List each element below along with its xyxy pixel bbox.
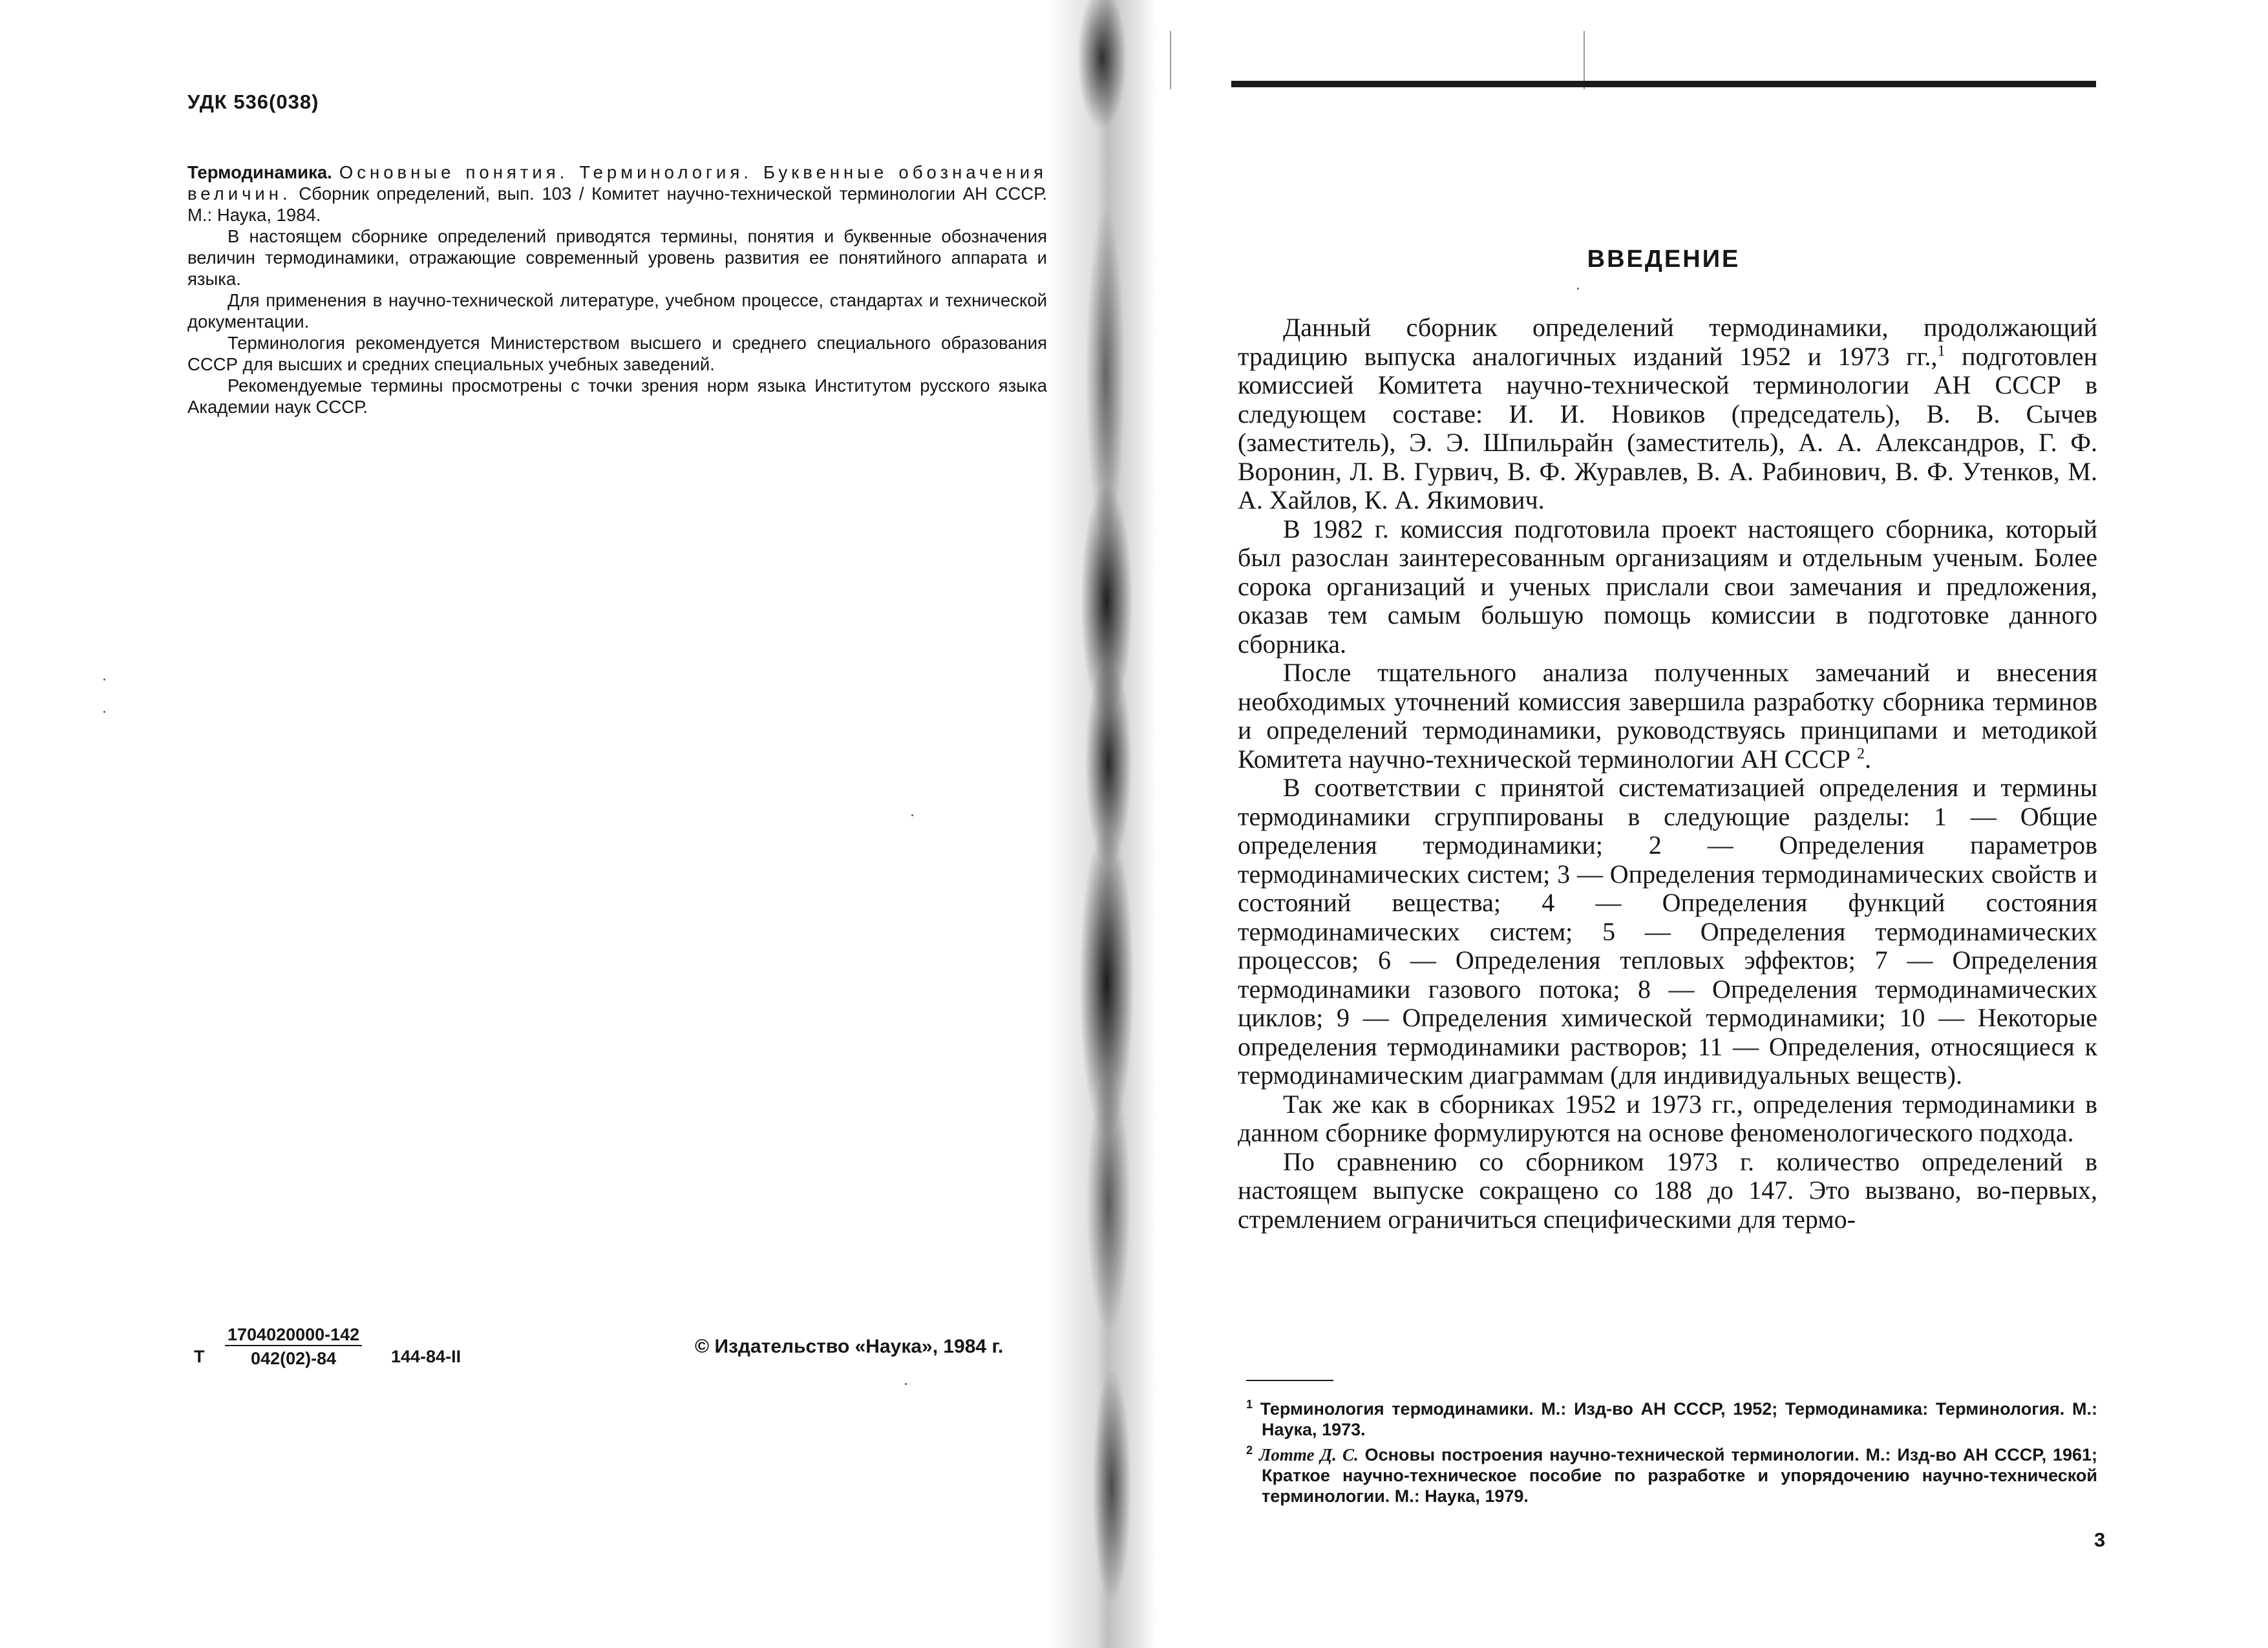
footnote-author: Лотте Д. С. — [1258, 1445, 1359, 1464]
body-paragraph: В 1982 г. комиссия подготовила проект настоящего сборника, который был разослан заинтересованным организациям и отдельным ученым. Более сорока организаций и ученых прислали свои замечания и предложения, оказав тем самым большую помощь комиссии в подготовке данного сборника. — [1238, 514, 2097, 659]
classifier-suffix: 144-84-II — [391, 1347, 461, 1366]
body-text-fragment: подготовлен комиссией Комитета научно-технической терминологии АН СССР в следующем составе: И. И. Новиков (председатель), В. В. Сычев (заместитель), Э. Э. Шпильрайн (заместитель), А. А. Александров, Г. Ф. Воронин, Л. В. Гурвич, В. Ф. Журавлев, В. А. Рабинович, В. Ф. Утенков, М. А. Хайлов, К. А. Якимович. — [1238, 341, 2097, 514]
footnotes — [1246, 1394, 2097, 1506]
left-page — [0, 0, 1073, 1648]
udk-code: УДК 536(038) — [187, 90, 319, 113]
body-text-fragment: Данный сборник определений термодинамики, продолжающий традицию выпуска аналогичных изданий 1952 и 1973 гг., — [1238, 313, 2097, 371]
scan-speck — [103, 679, 105, 681]
publication-classifier — [194, 1325, 491, 1383]
body-text-fragment: . — [1865, 744, 1871, 774]
body-text-fragment: После тщательного анализа полученных замечаний и внесения необходимых уточнений комиссия завершила разработку сборника терминов и определений термодинамики, руководствуясь принципами и методикой Комитета научно-технической терминологии АН СССР — [1238, 658, 2097, 774]
body-paragraph — [1238, 313, 2097, 515]
footnote — [1246, 1394, 2097, 1440]
section-title: ВВЕДЕНИЕ — [1587, 246, 1741, 273]
copyright-notice: © Издательство «Наука», 1984 г. — [695, 1336, 1004, 1357]
annotation-title-rest: Сборник определений, вып. 103 / Комитет научно-технической терминологии АН СССР. М.: Наука, 1984. — [187, 184, 1047, 225]
annotation-title — [187, 162, 1047, 226]
introduction-text — [1238, 313, 2097, 1234]
header-rule — [1231, 81, 2096, 87]
footnote — [1246, 1440, 2097, 1506]
classifier-fraction — [225, 1325, 362, 1369]
footnote-mark: 2 — [1246, 1444, 1253, 1457]
footnote-rule — [1246, 1380, 1333, 1381]
classifier-letter: Т — [194, 1347, 205, 1366]
classifier-numerator: 1704020000-142 — [225, 1325, 362, 1346]
classifier-denominator: 042(02)-84 — [251, 1349, 337, 1368]
scan-speck — [1577, 288, 1579, 290]
scan-speck — [911, 814, 913, 816]
scan-speck — [905, 1383, 907, 1385]
body-paragraph: Так же как в сборниках 1952 и 1973 гг., определения термодинамики в данном сборнике формулируются на основе феноменологического подхода. — [1238, 1089, 2097, 1147]
book-gutter-shadow — [1047, 0, 1157, 1648]
footnote-text: Основы построения научно-технической терминологии. М.: Изд-во АН СССР, 1961; Краткое научно-техническое пособие по разработке и упорядочению научно-технической терминологии. М.: Наука, 1979. — [1262, 1445, 2098, 1506]
annotation-title-bold: Термодинамика. — [187, 162, 332, 182]
page-number: 3 — [2094, 1528, 2106, 1551]
annotation-paragraph: Рекомендуемые термины просмотрены с точки зрения норм языка Институтом русского языка Академии наук СССР. — [187, 375, 1047, 417]
body-paragraph: По сравнению со сборником 1973 г. количество определений в настоящем выпуске сокращено со 188 до 147. Это вызвано, во-первых, стремлением ограничиться специфическими для термо- — [1238, 1146, 2097, 1234]
annotation-title-spaced: Основные понятия. Терминология. Буквенные обозначения величин. — [187, 162, 1048, 204]
scan-margin-mark — [1170, 31, 1171, 89]
annotation-paragraph: В настоящем сборнике определений приводятся термины, понятия и буквенные обозначения величин термодинамики, отражающие современный уровень развития ее понятийного аппарата и языка. — [187, 226, 1047, 289]
annotation-paragraph: Для применения в научно-технической литературе, учебном процессе, стандартах и технической документации. — [187, 290, 1047, 332]
footnote-ref: 1 — [1937, 343, 1945, 360]
body-paragraph — [1238, 659, 2097, 774]
annotation-paragraph: Терминология рекомендуется Министерством высшего и среднего специального образования СССР для высших и средних специальных учебных заведений. — [187, 333, 1047, 374]
footnote-text: Терминология термодинамики. М.: Изд-во АН СССР, 1952; Термодинамика: Терминология. М.: Наука, 1973. — [1260, 1399, 2097, 1439]
right-page — [1157, 0, 2268, 1648]
body-paragraph: В соответствии с принятой систематизацией определения и термины термодинамики сгруппированы в следующие разделы: 1 — Общие определения термодинамики; 2 — Определения параметров термодинамических систем; 3 — Определения термодинамических свойств и состояний вещества; 4 — Определения функций состояния термодинамических систем; 5 — Определения термодинамических процессов; 6 — Определения тепловых эффектов; 7 — Определения термодинамики газового потока; 8 — Определения термодинамических циклов; 9 — Определения химической термодинамики; 10 — Некоторые определения термодинамики растворов; 11 — Определения, относящиеся к термодинамическим диаграммам (для индивидуальных веществ). — [1238, 773, 2097, 1090]
scan-speck — [103, 711, 105, 713]
bibliographic-annotation — [187, 162, 1047, 417]
footnote-mark: 1 — [1246, 1398, 1253, 1411]
footnote-ref: 2 — [1857, 745, 1865, 763]
